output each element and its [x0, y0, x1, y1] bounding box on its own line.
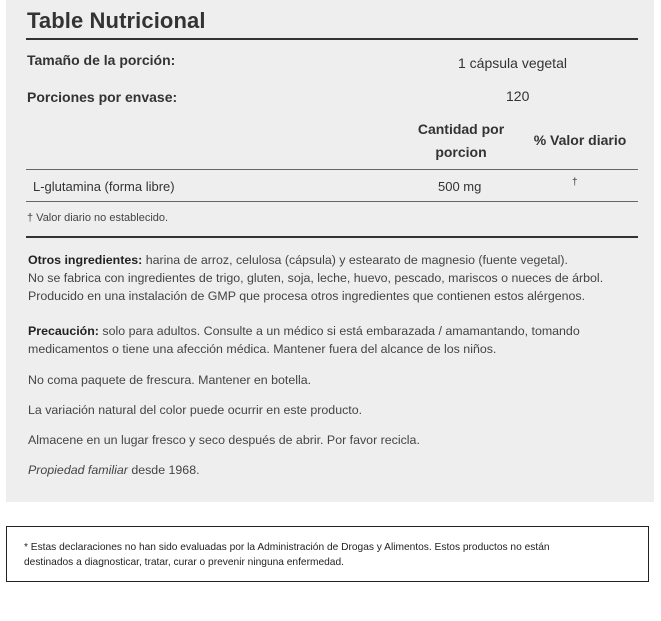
footnote-divider [26, 236, 638, 238]
amount-per-serving-header [401, 118, 521, 164]
allergen-line-1: No se fabrica con ingredientes de trigo, gluten, soja, leche, huevo, pescado, mariscos o nueces de árbol. [28, 271, 604, 285]
servings-per-container-value: 120 [506, 88, 530, 104]
caution-line-1: solo para adultos. Consulte a un médico si está embarazada / amamantando, tomando [102, 324, 580, 338]
footnote: † Valor diario no establecido. [27, 212, 169, 224]
daily-value-header: % Valor diario [533, 132, 627, 148]
other-ingredients-label: Otros ingredientes: [28, 253, 143, 267]
ingredient-name: L-glutamina (forma libre) [33, 179, 175, 194]
fda-disclaimer-box [6, 526, 649, 582]
family-owned [28, 461, 628, 479]
disclaimer-line-1: * Estas declaraciones no han sido evaluadas por la Administración de Drogas y Alimentos. Estos productos no están [24, 542, 550, 553]
color-note: La variación natural del color puede ocurrir en este producto. [28, 403, 363, 417]
servings-per-container-label: Porciones por envase: [27, 89, 178, 105]
panel-title: Table Nutricional [27, 8, 206, 33]
storage-note: Almacene en un lugar fresco y seco después de abrir. Por favor recicla. [28, 433, 420, 447]
other-ingredients-text: harina de arroz, celulosa (cápsula) y estearato de magnesio (fuente vegetal). [145, 253, 568, 267]
caution-line-2: medicamentos o tiene una afección médica. Mantener fuera del alcance de los niños. [28, 342, 497, 356]
amount-header-line2: porcion [435, 144, 487, 160]
other-ingredients [28, 251, 628, 305]
caution-label: Precaución: [28, 324, 99, 338]
freshness-note: No coma paquete de frescura. Mantener en botella. [28, 373, 312, 387]
ingredient-amount: 500 mg [438, 179, 482, 194]
disclaimer-line-2: destinados a diagnosticar, tratar, curar o prevenir ninguna enfermedad. [24, 556, 344, 568]
title-divider [26, 38, 638, 40]
row-divider [26, 201, 638, 202]
nutrition-panel [6, 0, 654, 502]
serving-size-label: Tamaño de la porción: [27, 52, 176, 68]
family-owned-rest: desde 1968. [131, 463, 200, 477]
family-owned-italic: Propiedad familiar [28, 463, 128, 477]
allergen-line-2: Producido en una instalación de GMP que procesa otros ingredientes que contienen estos alérgenos. [28, 289, 586, 303]
header-divider [26, 169, 638, 170]
amount-header-line1: Cantidad por [417, 121, 505, 137]
serving-size-value: 1 cápsula vegetal [458, 55, 567, 71]
caution [28, 322, 628, 358]
fda-disclaimer [24, 541, 636, 570]
dagger-icon: † [572, 177, 578, 188]
